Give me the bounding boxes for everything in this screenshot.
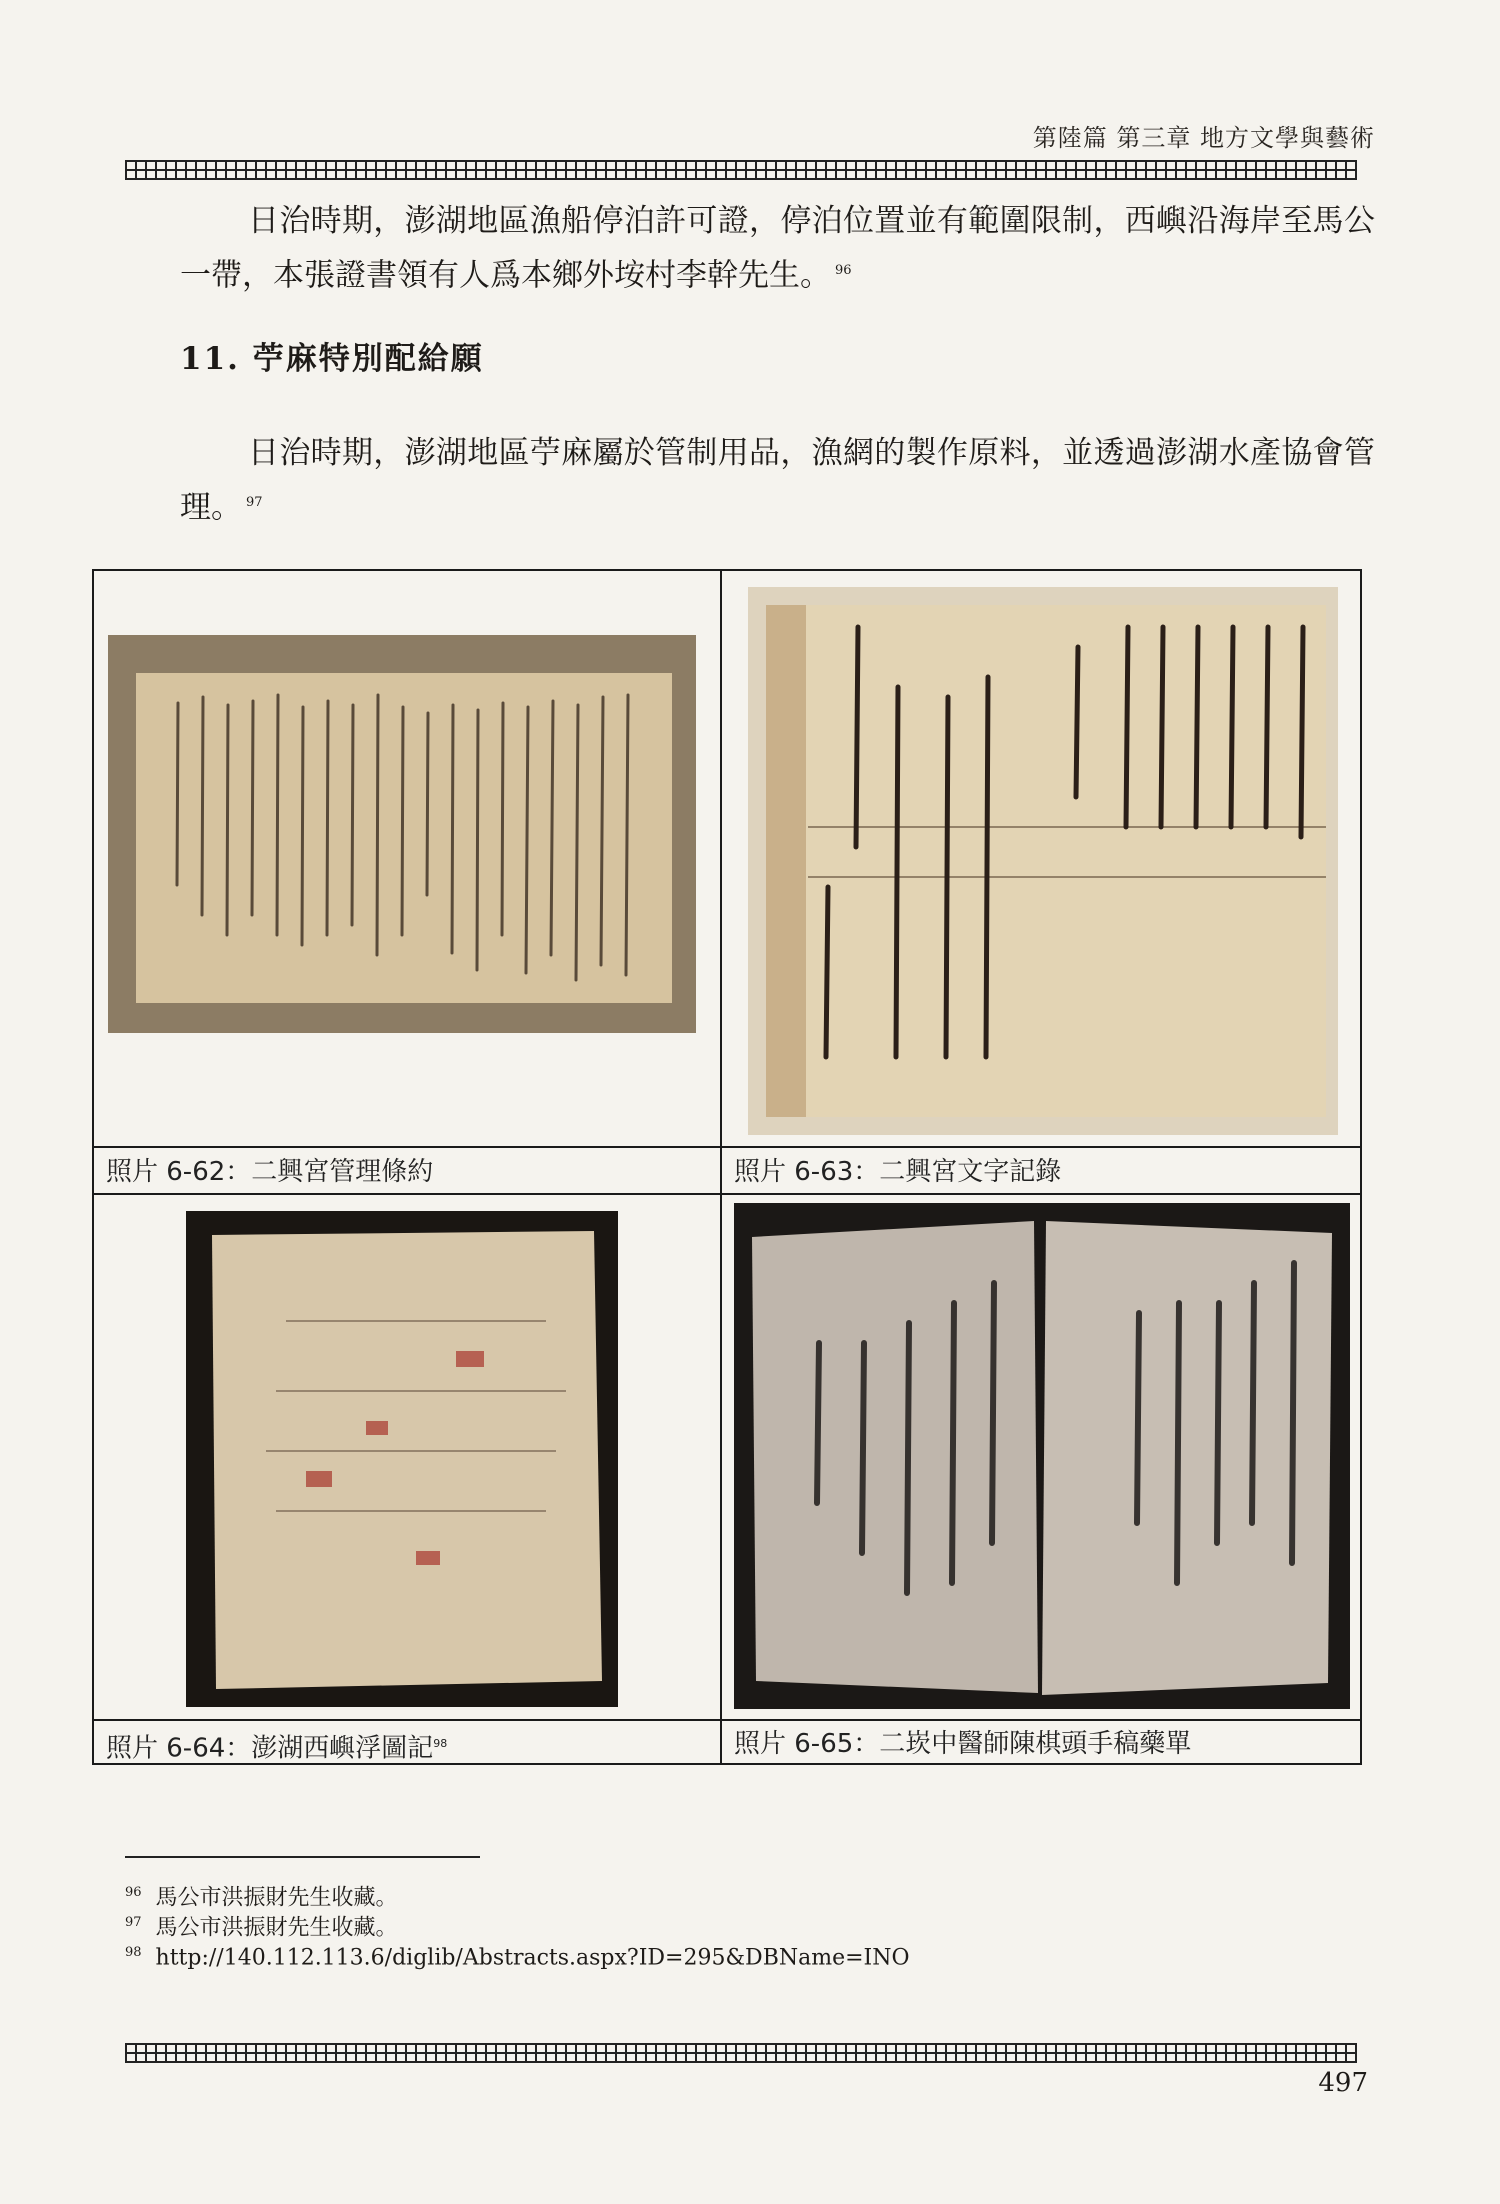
bottom-decorative-border bbox=[125, 2043, 1357, 2063]
caption-photo-6-63: 照片 6-63：二興宮文字記錄 bbox=[734, 1157, 1062, 1187]
footnote-url-link[interactable]: http://140.112.113.6/diglib/Abstracts.aspx?ID=295&DBName=INO bbox=[155, 1945, 910, 1971]
photo-table bbox=[92, 569, 1362, 1765]
page-number: 497 bbox=[1318, 2068, 1368, 2098]
footnote-98: $^{98}$ http://140.112.113.6/diglib/Abstracts.aspx?ID=295&DBName=INO bbox=[125, 1945, 910, 1971]
paragraph-fishing-permit: 日治時期，澎湖地區漁船停泊許可證，停泊位置並有範圍限制，西嶼沿海岸至馬公一帶，本張證書領有人爲本鄉外垵村李幹先生。 $^{96}$ bbox=[180, 203, 1375, 294]
ledger-document-image bbox=[748, 587, 1338, 1135]
running-header: 第陸篇 第三章 地方文學與藝術 bbox=[1032, 124, 1375, 152]
caption-photo-6-65: 照片 6-65：二崁中醫師陳棋頭手稿藥單 bbox=[734, 1729, 1192, 1759]
open-manuscript-book-image bbox=[734, 1203, 1350, 1709]
top-decorative-border bbox=[125, 160, 1357, 180]
caption-photo-6-62: 照片 6-62：二興宮管理條約 bbox=[106, 1157, 434, 1187]
photo-6-65[interactable] bbox=[734, 1203, 1350, 1709]
footnote-ref-96[interactable]: 96 bbox=[835, 263, 852, 278]
footnote-separator bbox=[125, 1856, 480, 1858]
photo-6-63[interactable] bbox=[748, 587, 1338, 1135]
footnote-96: $^{96}$ 馬公市洪振財先生收藏。 bbox=[125, 1885, 398, 1911]
footnote-97: $^{97}$ 馬公市洪振財先生收藏。 bbox=[125, 1915, 398, 1941]
photo-6-64[interactable] bbox=[186, 1211, 618, 1707]
paragraph-ramie: 日治時期，澎湖地區苧麻屬於管制用品，漁網的製作原料，並透過澎湖水產協會管理。 $^{97}$ bbox=[180, 435, 1375, 526]
section-heading: 11. 苧麻特別配給願 bbox=[180, 341, 484, 377]
table-divider bbox=[94, 1146, 1360, 1148]
photo-6-62[interactable] bbox=[108, 635, 696, 1033]
caption-photo-6-64: 照片 6-64：澎湖西嶼浮圖記$^{98}$ bbox=[106, 1733, 448, 1764]
footnote-ref-98[interactable]: 98 bbox=[433, 1737, 448, 1750]
footnote-ref-97[interactable]: 97 bbox=[246, 495, 263, 510]
letter-document-image bbox=[108, 635, 696, 1033]
worn-map-image bbox=[186, 1211, 618, 1707]
